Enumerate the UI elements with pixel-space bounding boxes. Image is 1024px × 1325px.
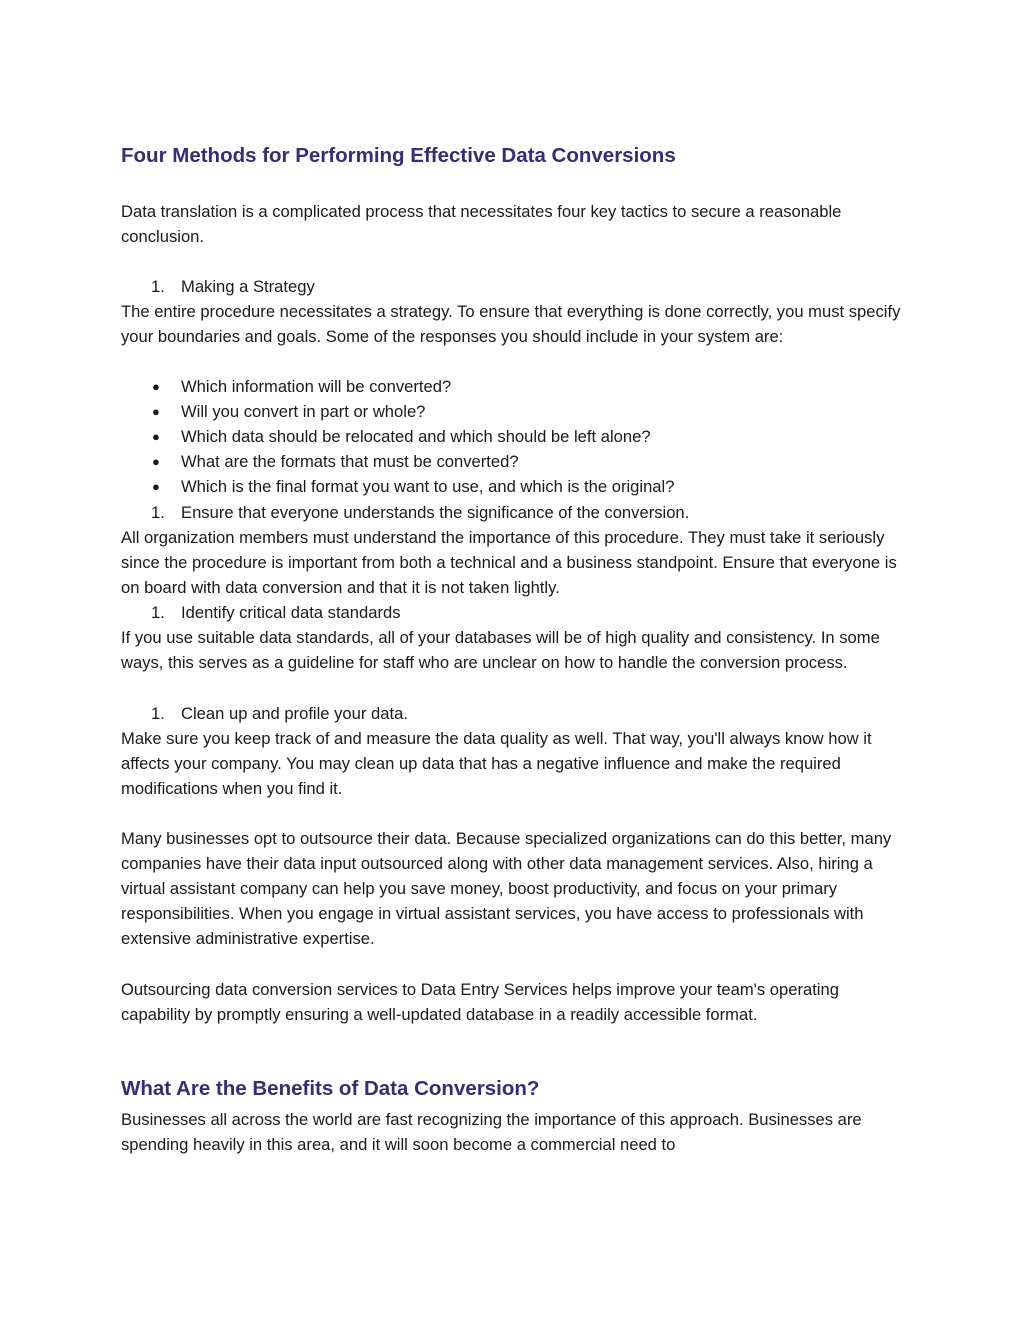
- step-paragraph-cleanup: Make sure you keep track of and measure the data quality as well. That way, you'll always know how it affects your company. You may clean up data that has a negative influence and make the required modifications when you find it.: [121, 729, 872, 799]
- list-number: 1.: [151, 704, 165, 723]
- intro-paragraph: Data translation is a complicated process that necessitates four key tactics to secure a reasonable conclusion.: [121, 202, 842, 247]
- outsourcing-paragraph: Many businesses opt to outsource their data. Because specialized organizations can do this better, many companies have their data input outsourced along with other data management services. Also, hiring a virtual assistant company can help you save money, boost productivity, and focus on your primary responsibilities. When you engage in virtual assistant services, you have access to professionals with extensive administrative expertise.: [121, 829, 892, 949]
- step-label: Making a Strategy: [181, 277, 315, 296]
- bullet-icon: ●: [152, 429, 160, 444]
- list-item-text: What are the formats that must be converted?: [181, 452, 519, 471]
- step-label: Identify critical data standards: [181, 603, 401, 622]
- list-item-text: Will you convert in part or whole?: [181, 402, 426, 421]
- page-title: Four Methods for Performing Effective Data Conversions: [121, 144, 676, 167]
- list-item-text: Which information will be converted?: [181, 377, 452, 396]
- bullet-icon: ●: [152, 379, 160, 394]
- step-paragraph-strategy: The entire procedure necessitates a strategy. To ensure that everything is done correctly, you must specify your boundaries and goals. Some of the responses you should include in your system are:: [121, 302, 901, 347]
- step-label: Clean up and profile your data.: [181, 704, 408, 723]
- list-item-text: Which data should be relocated and which should be left alone?: [181, 427, 651, 446]
- section-heading-benefits: What Are the Benefits of Data Conversion?: [121, 1077, 540, 1100]
- services-paragraph: Outsourcing data conversion services to Data Entry Services helps improve your team's operating capability by promptly ensuring a well-updated database in a readily accessible format.: [121, 980, 839, 1025]
- list-item-text: Which is the final format you want to use, and which is the original?: [181, 477, 675, 496]
- list-number: 1.: [151, 277, 165, 296]
- benefits-paragraph: Businesses all across the world are fast recognizing the importance of this approach. Businesses are spending heavily in this area, and it will soon become a commercial need to: [121, 1110, 862, 1155]
- bullet-icon: ●: [152, 454, 160, 469]
- list-number: 1.: [151, 503, 165, 522]
- step-paragraph-standards: If you use suitable data standards, all of your databases will be of high quality and consistency. In some ways, this serves as a guideline for staff who are unclear on how to handle the conversion process.: [121, 628, 880, 673]
- bullet-icon: ●: [152, 479, 160, 494]
- list-number: 1.: [151, 603, 165, 622]
- step-label: Ensure that everyone understands the significance of the conversion.: [181, 503, 690, 522]
- bullet-icon: ●: [152, 404, 160, 419]
- step-paragraph-understanding: All organization members must understand the importance of this procedure. They must take it seriously since the procedure is important from both a technical and a business standpoint. Ensure that everyone is on board with data conversion and that it is not taken lightly.: [121, 528, 897, 598]
